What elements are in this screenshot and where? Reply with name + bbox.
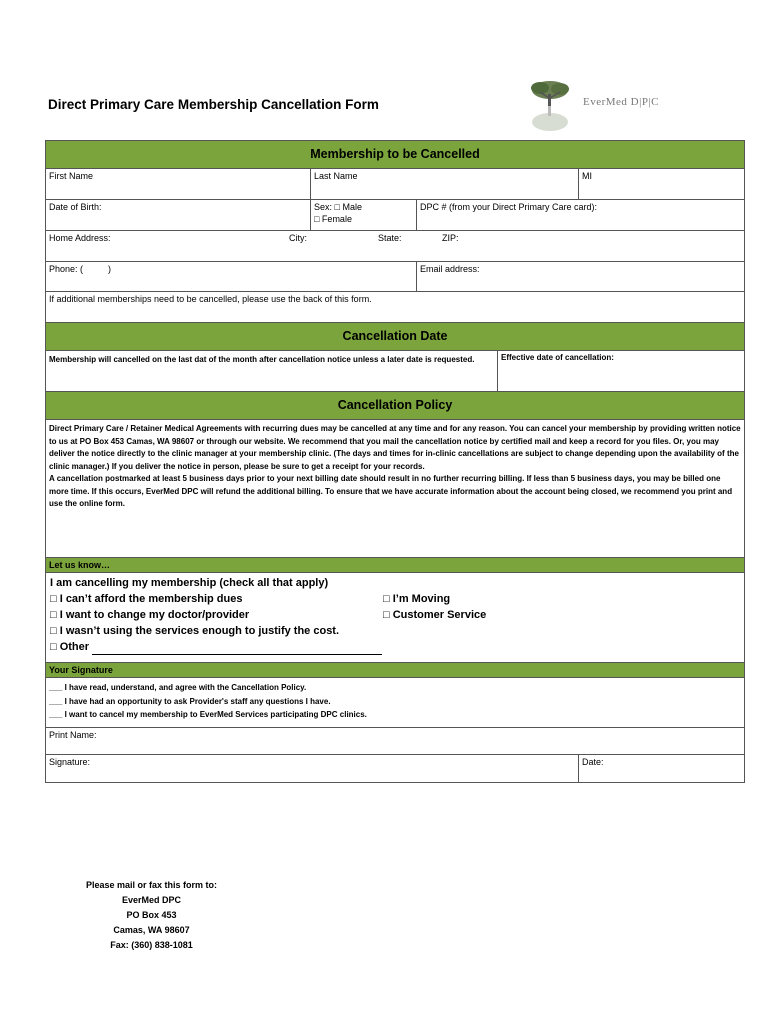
reason-change-doctor-checkbox[interactable]: □ I want to change my doctor/provider <box>50 609 250 621</box>
reasons-section <box>46 573 744 663</box>
reasons-intro: I am cancelling my membership (check all that apply) <box>50 577 329 589</box>
tree-icon <box>520 76 580 136</box>
dpc-number-field[interactable]: DPC # (from your Direct Primary Care card): <box>420 202 598 212</box>
section-header-policy: Cancellation Policy <box>46 392 744 420</box>
effective-date-field[interactable]: Effective date of cancellation: <box>501 353 614 362</box>
phone-field[interactable]: Phone: ( ) <box>46 262 417 291</box>
ack-questions[interactable]: ___ I have had an opportunity to ask Provider's staff any questions I have. <box>49 696 331 706</box>
state-field[interactable]: State: <box>378 233 402 243</box>
print-name-field[interactable]: Print Name: <box>49 730 97 740</box>
mail-line-4: Fax: (360) 838-1081 <box>110 940 193 950</box>
cancellation-date-text: Membership will cancelled on the last dat of the month after cancellation notice unless a later date is requested. <box>46 351 498 391</box>
dob-field[interactable]: Date of Birth: <box>46 200 311 230</box>
cancellation-form <box>45 140 745 783</box>
additional-members-note: If additional memberships need to be cancelled, please use the back of this form. <box>49 294 372 304</box>
mi-field[interactable]: MI <box>582 171 592 181</box>
ack-policy[interactable]: ___ I have read, understand, and agree with the Cancellation Policy. <box>49 683 307 692</box>
date-field[interactable]: Date: <box>582 757 604 767</box>
section-header-cancellation-date: Cancellation Date <box>46 323 744 351</box>
sex-female-checkbox[interactable]: □ Female <box>314 214 352 224</box>
page-title: Direct Primary Care Membership Cancellation Form <box>48 97 379 112</box>
city-field[interactable]: City: <box>289 233 307 243</box>
home-address-field[interactable]: Home Address: <box>49 233 111 243</box>
mailing-instructions <box>86 878 217 953</box>
address-row <box>46 231 744 261</box>
logo-text: EverMed D|P|C <box>583 96 659 108</box>
sex-male-checkbox[interactable]: Sex: □ Male <box>314 202 362 212</box>
sex-field <box>311 200 417 230</box>
reason-afford-checkbox[interactable]: □ I can’t afford the membership dues <box>50 593 243 605</box>
section-header-membership: Membership to be Cancelled <box>46 141 744 169</box>
last-name-field[interactable]: Last Name <box>311 169 579 199</box>
mail-line-2: PO Box 453 <box>126 910 177 920</box>
email-field[interactable]: Email address: <box>420 264 480 274</box>
other-reason-input[interactable] <box>92 643 382 655</box>
ack-cancel[interactable]: ___ I want to cancel my membership to EverMed Services participating DPC clinics. <box>49 710 367 719</box>
first-name-field[interactable]: First Name <box>46 169 311 199</box>
reason-not-using-checkbox[interactable]: □ I wasn’t using the services enough to justify the cost. <box>50 625 340 637</box>
acknowledgements <box>46 678 744 728</box>
policy-text <box>46 420 744 558</box>
mail-lead: Please mail or fax this form to: <box>86 880 218 890</box>
mail-line-1: EverMed DPC <box>122 895 182 905</box>
signature-field[interactable]: Signature: <box>46 755 579 782</box>
reason-customer-service-checkbox[interactable]: □ Customer Service <box>383 609 487 621</box>
reason-other-checkbox[interactable]: □ Other <box>50 641 90 653</box>
mail-line-3: Camas, WA 98607 <box>113 925 190 935</box>
section-header-let-us-know: Let us know… <box>46 558 744 573</box>
zip-field[interactable]: ZIP: <box>442 233 459 243</box>
section-header-signature: Your Signature <box>46 663 744 678</box>
policy-paragraph-2: A cancellation postmarked at least 5 business days prior to your next billing date should result in no further recurring billing. If less than 5 business days, you may be billed one more time. If this occurs, EverMed DPC will refund the additional billing. To ensure that we have accurate information about the account being closed, we recommend you print and use the online form. <box>49 474 733 508</box>
policy-paragraph-1: Direct Primary Care / Retainer Medical Agreements with recurring dues may be cancelled at any time and for any reason. You can cancel your membership by providing written notice to us at PO Box 453 Camas, WA 98607 or through our website. We recommend that you mail the cancellation notice by certified mail and keep a record for you files. Or, you may deliver the notice directly to the clinic manager at your membership clinic. (The days and times for in-clinic cancellations are subject to change depending upon the availability of the clinic manager.) If you deliver the notice in person, please be sure to get a receipt for your records. <box>49 424 741 471</box>
reason-moving-checkbox[interactable]: □ I’m Moving <box>383 593 451 605</box>
